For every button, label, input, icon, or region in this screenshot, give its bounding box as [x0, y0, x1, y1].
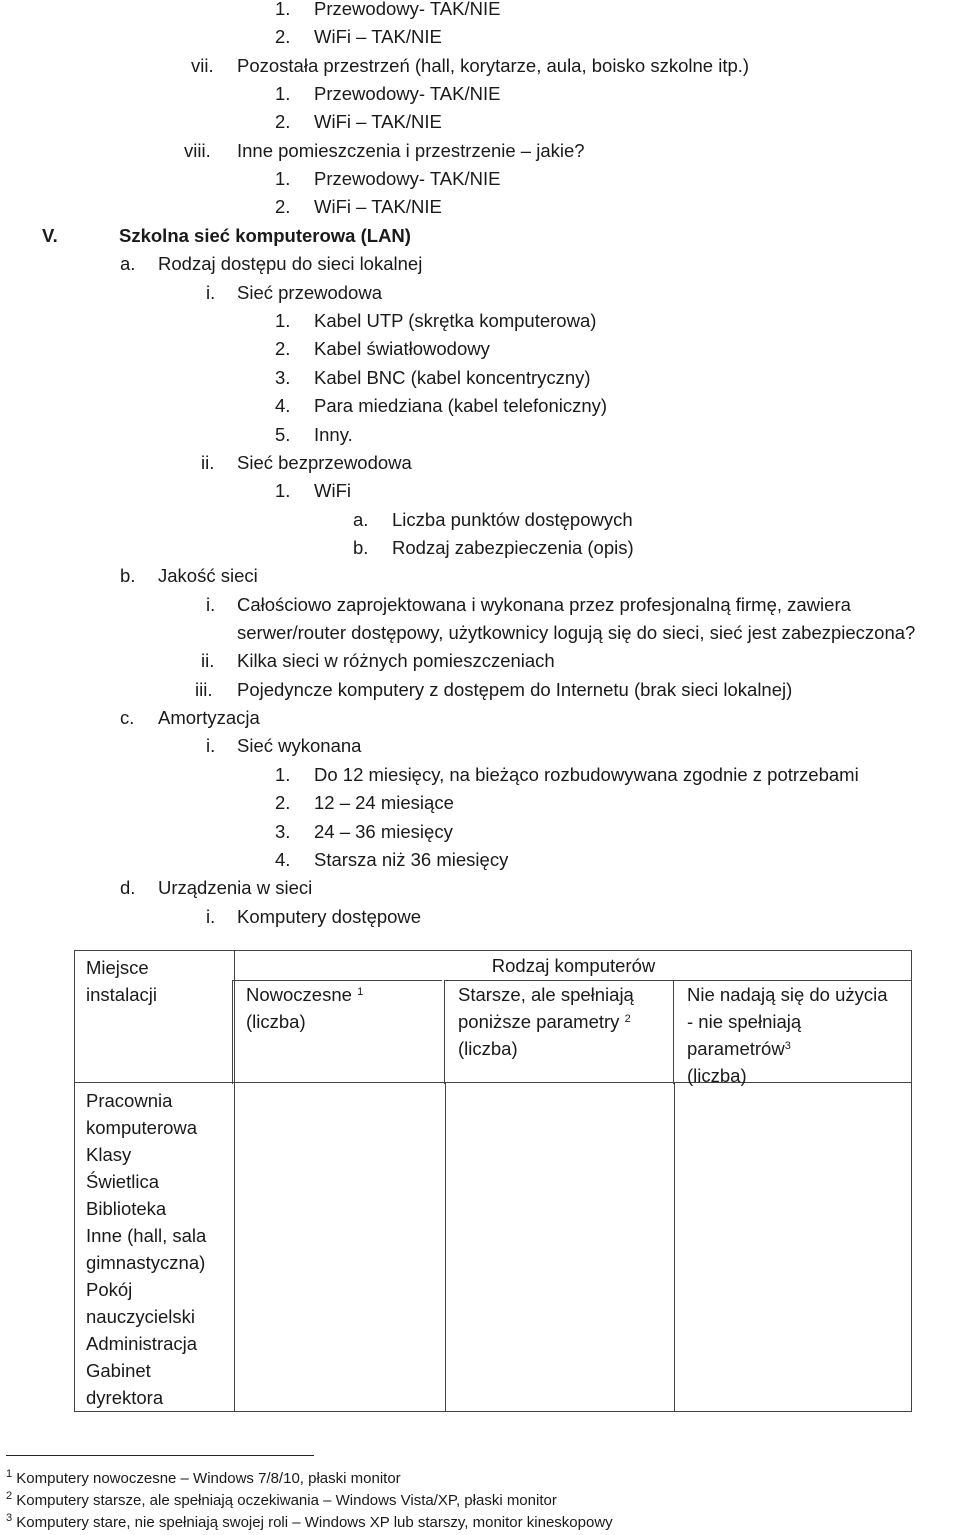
list-item: i. Sieć przewodowa [206, 282, 382, 303]
list-item: d. Urządzenia w sieci [120, 877, 313, 898]
computer-types-header: Rodzaj komputerów [235, 951, 912, 1083]
list-item: i. Komputery dostępowe [206, 906, 422, 927]
list-item: 4. Para miedziana (kabel telefoniczny) [275, 395, 608, 416]
location-header-cell: Miejsce instalacji [75, 951, 235, 1083]
location-item: komputerowa [86, 1117, 198, 1138]
list-item: b. Rodzaj zabezpieczenia (opis) [353, 537, 634, 558]
list-item: 2. WiFi – TAK/NIE [275, 26, 442, 47]
list-item: ii. Kilka sieci w różnych pomieszczeniach [201, 650, 555, 671]
list-item: serwer/router dostępowy, użytkownicy logują się do sieci, sieć jest zabezpieczona? [237, 622, 916, 643]
list-item: 2. 12 – 24 miesiące [275, 792, 454, 813]
locations-cell [75, 1083, 235, 1412]
footnote: $^2$ Komputery starsze, ale spełniają oczekiwania – Windows Vista/XP, płaski monitor [6, 1489, 557, 1509]
location-item: Inne (hall, sala [86, 1225, 207, 1246]
list-item: b. Jakość sieci [120, 565, 258, 586]
list-item: iii. Pojedyncze komputery z dostępem do Internetu (brak sieci lokalnej) [195, 679, 793, 700]
list-item: 1. Przewodowy- TAK/NIE [275, 83, 501, 104]
list-item: 4. Starsza niż 36 miesięcy [275, 849, 509, 870]
location-item: Biblioteka [86, 1198, 167, 1219]
list-item: 3. 24 – 36 miesięcy [275, 821, 453, 842]
list-item: 1. Przewodowy- TAK/NIE [275, 0, 501, 19]
section-heading: V. Szkolna sieć komputerowa (LAN) [42, 225, 411, 246]
list-item: viii. Inne pomieszczenia i przestrzenie – jakie? [184, 140, 585, 161]
location-item: Świetlica [86, 1171, 159, 1192]
location-item: nauczycielski [86, 1306, 195, 1327]
location-item: Administracja [86, 1333, 198, 1354]
footnote: $^3$ Komputery stare, nie spełniają swojej roli – Windows XP lub starszy, monitor kineskopowy [6, 1511, 613, 1531]
location-item: Pokój [86, 1279, 133, 1300]
list-item: i. Sieć wykonana [206, 735, 362, 756]
list-item: 2. WiFi – TAK/NIE [275, 111, 442, 132]
list-item: vii. Pozostała przestrzeń (hall, korytarze, aula, boisko szkolne itp.) [191, 55, 750, 76]
modern-count-cell [235, 1083, 446, 1412]
list-item: 3. Kabel BNC (kabel koncentryczny) [275, 367, 591, 388]
list-item: c. Amortyzacja [120, 707, 260, 728]
location-item: Pracownia [86, 1090, 173, 1111]
location-item: gimnastyczna) [86, 1252, 206, 1273]
list-item: a. Rodzaj dostępu do sieci lokalnej [120, 253, 423, 274]
location-item: Klasy [86, 1144, 132, 1165]
list-item: 2. Kabel światłowodowy [275, 338, 490, 359]
col-modern-header: Nowoczesne $^1$ (liczba) [232, 980, 442, 1084]
col-older-header: Starsze, ale spełniają poniższe parametry $^2$ (liczba) [444, 980, 673, 1084]
list-item: a. Liczba punktów dostępowych [353, 509, 633, 530]
list-item: i. Całościowo zaprojektowana i wykonana przez profesjonalną firmę, zawiera [206, 594, 851, 615]
location-item: Gabinet [86, 1360, 151, 1381]
location-item: dyrektora [86, 1387, 164, 1408]
list-item: 2. WiFi – TAK/NIE [275, 196, 442, 217]
list-item: 5. Inny. [275, 424, 353, 445]
list-item: ii. Sieć bezprzewodowa [201, 452, 412, 473]
older-count-cell [446, 1083, 675, 1412]
list-item: 1. WiFi [275, 480, 351, 501]
footnote-separator [6, 1455, 314, 1456]
unfit-count-cell [675, 1083, 912, 1412]
list-item: 1. Do 12 miesięcy, na bieżąco rozbudowywana zgodnie z potrzebami [275, 764, 859, 785]
col-unfit-header: Nie nadają się do użycia - nie spełniają parametrów$^3$ (liczba) [673, 980, 911, 1084]
list-item: 1. Przewodowy- TAK/NIE [275, 168, 501, 189]
footnote: $^1$ Komputery nowoczesne – Windows 7/8/10, płaski monitor [6, 1467, 401, 1487]
list-item: 1. Kabel UTP (skrętka komputerowa) [275, 310, 597, 331]
